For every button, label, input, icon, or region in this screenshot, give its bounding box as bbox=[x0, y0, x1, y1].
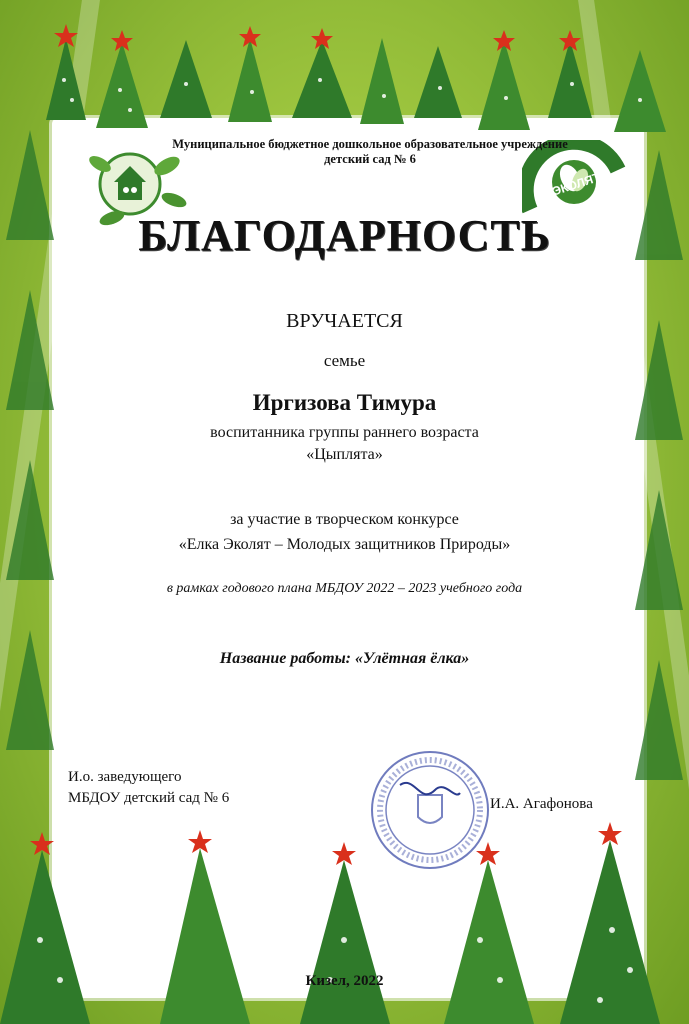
official-stamp bbox=[360, 745, 500, 875]
ekolyata-logo-text: ЭКОЛЯТА bbox=[550, 167, 610, 199]
presented-label: ВРУЧАЕТСЯ bbox=[286, 310, 403, 332]
bottom-trees-decoration bbox=[0, 820, 689, 1024]
group-name: «Цыплята» bbox=[306, 446, 383, 463]
institution-line-1: Муниципальное бюджетное дошкольное образовательное учреждение bbox=[172, 137, 568, 151]
signer-name: И.А. Агафонова bbox=[490, 796, 593, 812]
participation-line: за участие в творческом конкурсе bbox=[230, 511, 459, 528]
plan-line: в рамках годового плана МБДОУ 2022 – 2023 учебного года bbox=[166, 581, 523, 596]
signer-position-line-1: И.о. заведующего bbox=[68, 769, 182, 785]
signer-position bbox=[68, 767, 229, 809]
institution-name bbox=[150, 137, 590, 167]
child-name: Иргизова Тимура bbox=[252, 390, 437, 415]
signer-position-line-2: МБДОУ детский сад № 6 bbox=[68, 790, 230, 806]
institution-line-2: детский сад № 6 bbox=[324, 152, 416, 166]
work-name: Название работы: «Улётная ёлка» bbox=[219, 650, 470, 667]
family-label: семье bbox=[323, 351, 366, 370]
certificate-title: БЛАГОДАРНОСТЬ bbox=[138, 211, 551, 260]
top-trees-decoration bbox=[0, 0, 689, 140]
group-line: воспитанника группы раннего возраста bbox=[210, 424, 479, 441]
contest-name: «Елка Эколят – Молодых защитников Природы» bbox=[178, 536, 511, 553]
city-year: Кизел, 2022 bbox=[305, 973, 384, 989]
